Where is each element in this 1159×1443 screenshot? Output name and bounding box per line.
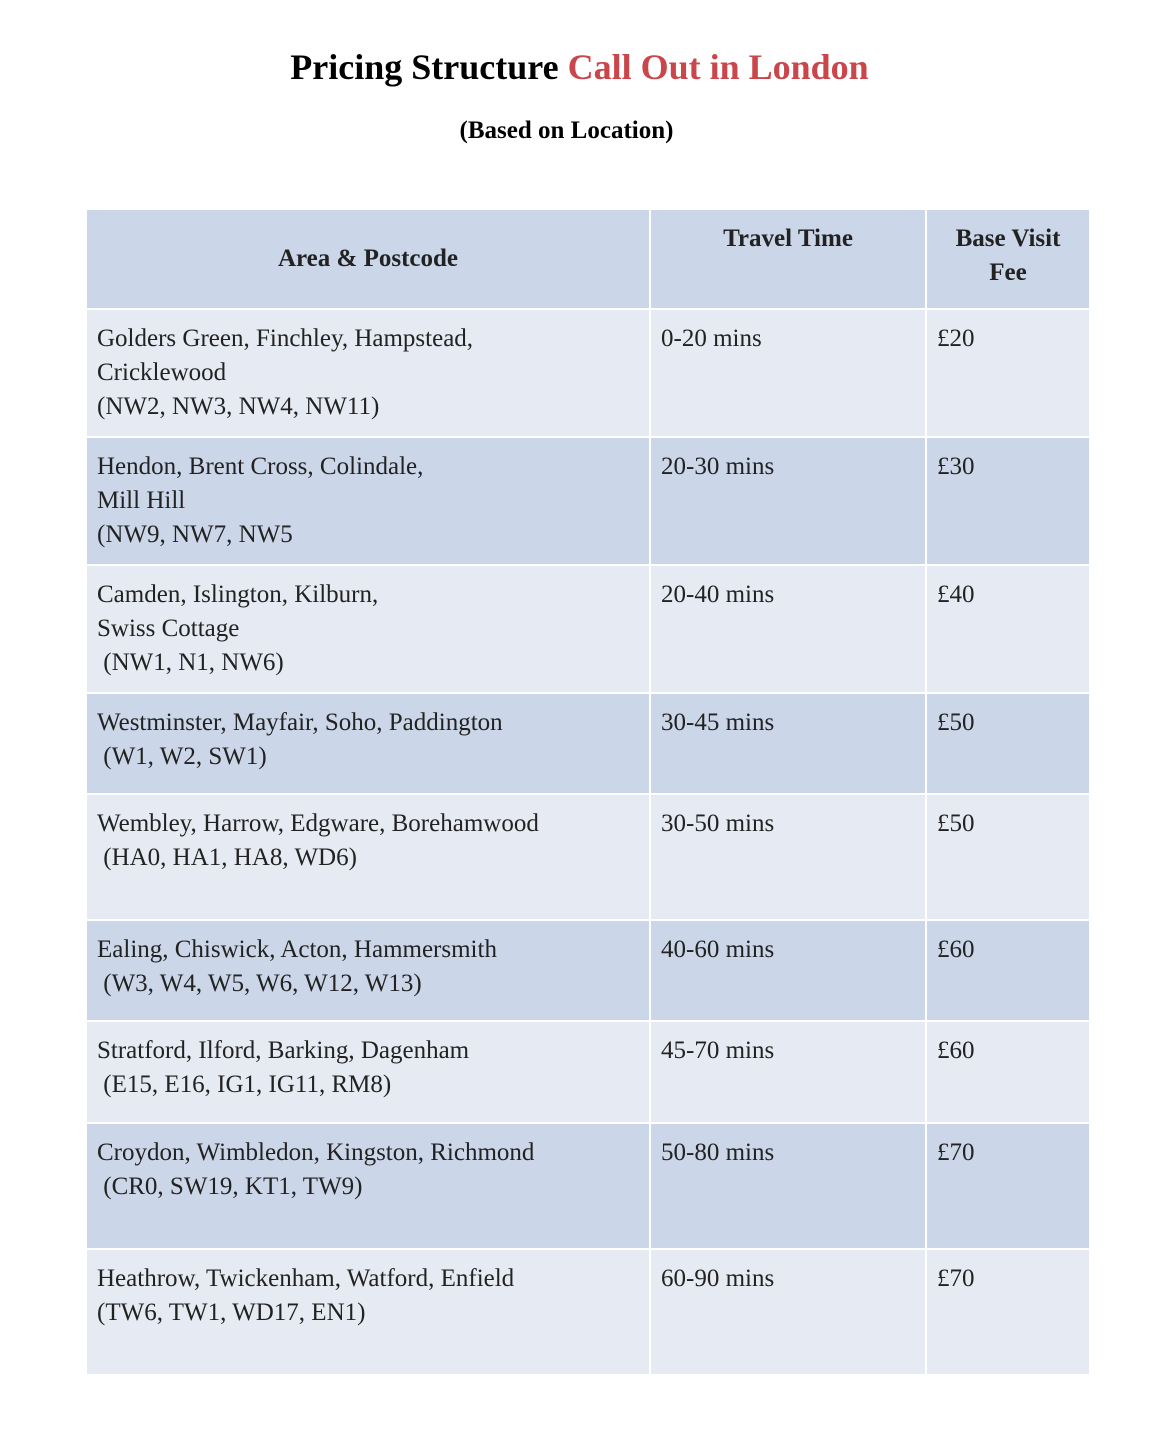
table-row — [86, 1249, 1090, 1375]
title-main: Pricing Structure — [290, 47, 568, 87]
area-line: Ealing, Chiswick, Acton, Hammersmith — [97, 936, 497, 963]
area-cell — [86, 920, 650, 1021]
table-header-row — [86, 209, 1090, 309]
header-fee-line2: Fee — [989, 259, 1027, 286]
travel-time-cell: 60-90 mins — [650, 1249, 926, 1375]
travel-time-cell: 20-30 mins — [650, 437, 926, 565]
area-line: Cricklewood — [97, 359, 227, 386]
area-cell — [86, 794, 650, 920]
area-cell — [86, 693, 650, 794]
travel-time-cell: 45-70 mins — [650, 1021, 926, 1123]
table-row — [86, 1123, 1090, 1249]
area-line: (HA0, HA1, HA8, WD6) — [97, 844, 357, 871]
header-fee-line1: Base Visit — [955, 225, 1061, 252]
fee-cell: £60 — [926, 1021, 1090, 1123]
travel-time-cell: 20-40 mins — [650, 565, 926, 693]
area-line: Wembley, Harrow, Edgware, Borehamwood — [97, 810, 539, 837]
area-line: Stratford, Ilford, Barking, Dagenham — [97, 1037, 470, 1064]
fee-cell: £40 — [926, 565, 1090, 693]
table-body — [86, 309, 1090, 1375]
header-travel-time: Travel Time — [650, 209, 926, 309]
area-line: (TW6, TW1, WD17, EN1) — [97, 1299, 366, 1326]
table-row — [86, 1021, 1090, 1123]
header-base-visit-fee — [926, 209, 1090, 309]
table-row — [86, 437, 1090, 565]
area-cell — [86, 437, 650, 565]
area-line: (NW2, NW3, NW4, NW11) — [97, 393, 380, 420]
fee-cell: £70 — [926, 1249, 1090, 1375]
travel-time-cell: 0-20 mins — [650, 309, 926, 437]
fee-cell: £60 — [926, 920, 1090, 1021]
area-line: (CR0, SW19, KT1, TW9) — [97, 1173, 363, 1200]
header-area-postcode: Area & Postcode — [86, 209, 650, 309]
pricing-table — [85, 208, 1091, 1376]
table-row — [86, 920, 1090, 1021]
table-row — [86, 565, 1090, 693]
travel-time-cell: 30-50 mins — [650, 794, 926, 920]
area-line: Swiss Cottage — [97, 615, 240, 642]
area-line: Golders Green, Finchley, Hampstead, — [97, 325, 474, 352]
area-cell — [86, 1123, 650, 1249]
fee-cell: £50 — [926, 693, 1090, 794]
table-row — [86, 794, 1090, 920]
area-line: Hendon, Brent Cross, Colindale, — [97, 453, 424, 480]
title-accent: Call Out in London — [567, 47, 869, 87]
travel-time-cell: 50-80 mins — [650, 1123, 926, 1249]
area-line: (NW9, NW7, NW5 — [97, 521, 293, 548]
page-subtitle: (Based on Location) — [459, 117, 674, 144]
area-cell — [86, 1249, 650, 1375]
area-cell — [86, 309, 650, 437]
fee-cell: £50 — [926, 794, 1090, 920]
area-line: (W3, W4, W5, W6, W12, W13) — [97, 970, 422, 997]
area-line: Camden, Islington, Kilburn, — [97, 581, 379, 608]
page-title — [0, 44, 1159, 90]
area-line: (W1, W2, SW1) — [97, 743, 267, 770]
area-line: Westminster, Mayfair, Soho, Paddington — [97, 709, 503, 736]
fee-cell: £70 — [926, 1123, 1090, 1249]
fee-cell: £30 — [926, 437, 1090, 565]
area-cell — [86, 1021, 650, 1123]
table-row — [86, 693, 1090, 794]
travel-time-cell: 30-45 mins — [650, 693, 926, 794]
area-line: (E15, E16, IG1, IG11, RM8) — [97, 1071, 392, 1098]
area-cell — [86, 565, 650, 693]
area-line: Croydon, Wimbledon, Kingston, Richmond — [97, 1139, 535, 1166]
fee-cell: £20 — [926, 309, 1090, 437]
table-row — [86, 309, 1090, 437]
area-line: Mill Hill — [97, 487, 186, 514]
area-line: Heathrow, Twickenham, Watford, Enfield — [97, 1265, 515, 1292]
travel-time-cell: 40-60 mins — [650, 920, 926, 1021]
area-line: (NW1, N1, NW6) — [97, 649, 284, 676]
